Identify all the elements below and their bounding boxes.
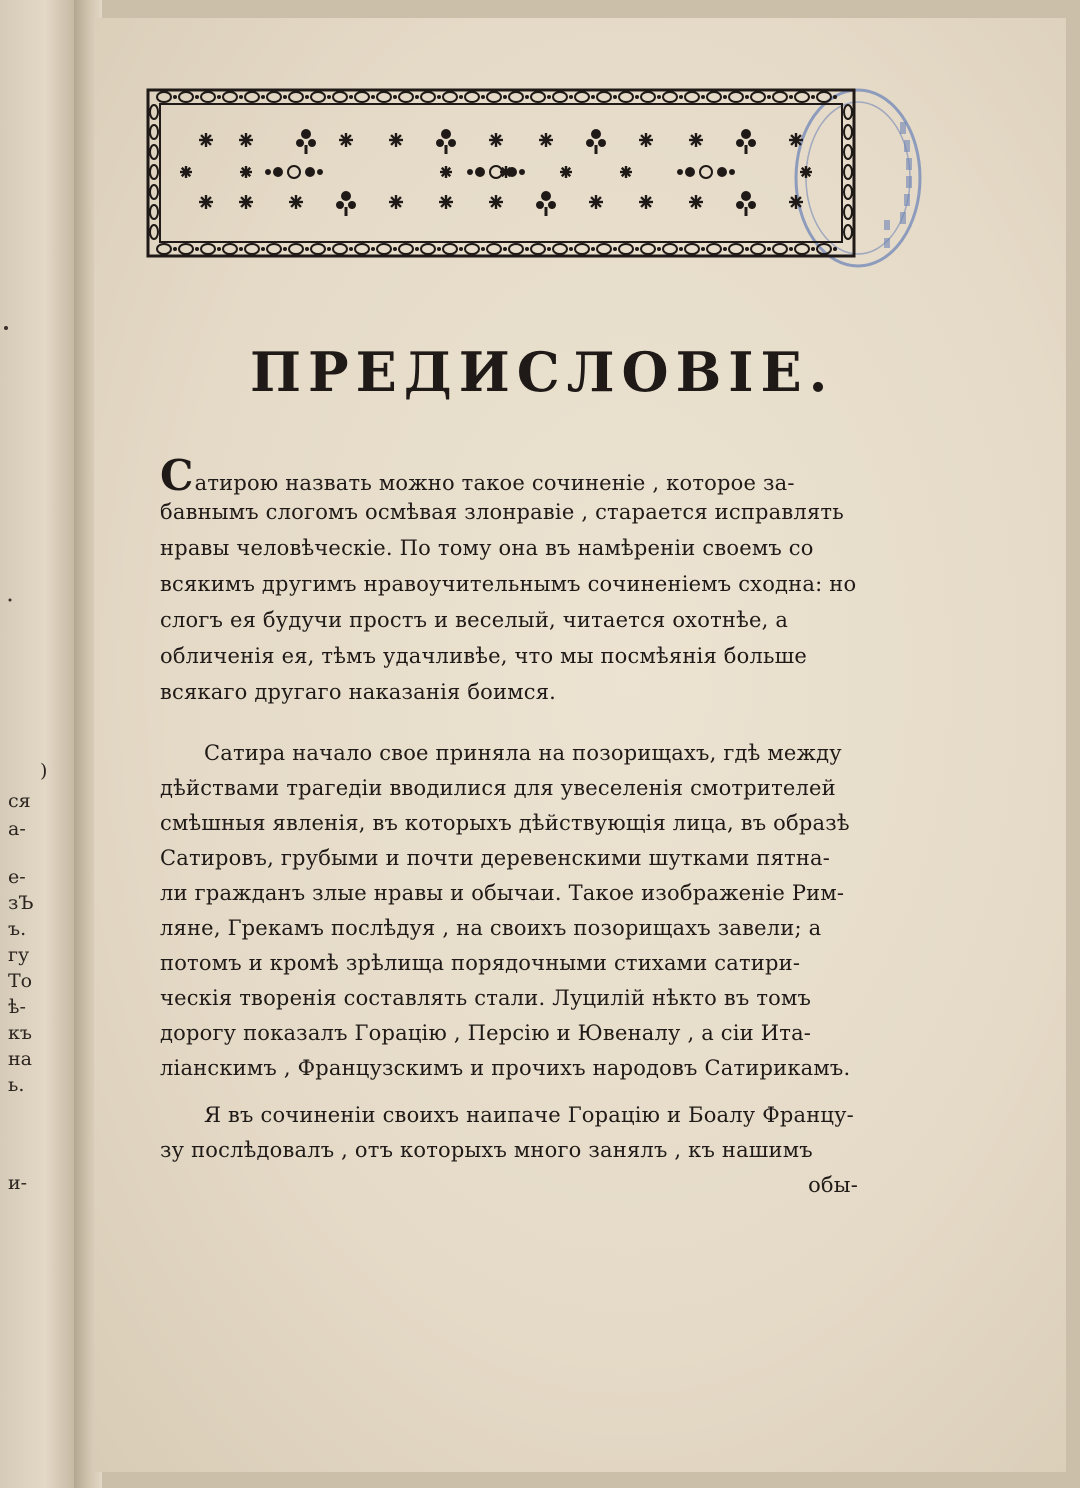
- ornament-scroll: [844, 225, 852, 239]
- ornament-scroll: [707, 92, 727, 102]
- ornament-fleuron: [296, 129, 316, 154]
- margin-fragment: ся: [8, 790, 31, 812]
- ornament-star: [489, 133, 503, 147]
- headpiece-ornament: [146, 88, 856, 258]
- ornament-scroll: [355, 244, 375, 254]
- ornament-star: [240, 166, 252, 178]
- ornament-scroll: [465, 92, 485, 102]
- ornament-scroll: [223, 92, 243, 102]
- ornament-scroll: [487, 244, 507, 254]
- ornament-star: [339, 133, 353, 147]
- margin-fragment: ъ.: [8, 918, 27, 940]
- ornament-scroll: [729, 92, 749, 102]
- ornament-rosette: [265, 166, 323, 178]
- ornament-scroll: [311, 244, 331, 254]
- ornament-scroll: [465, 244, 485, 254]
- text-line: [160, 451, 880, 500]
- paragraph-3: [160, 1098, 880, 1203]
- ornament-scroll: [289, 244, 309, 254]
- ornament-scroll: [245, 92, 265, 102]
- ornament-scroll: [333, 244, 353, 254]
- margin-fragment: е-: [8, 866, 26, 888]
- margin-fragment: и-: [8, 1172, 28, 1194]
- ornament-scroll: [729, 244, 749, 254]
- ornament-scroll: [707, 244, 727, 254]
- ornament-star: [789, 195, 803, 209]
- ornament-scroll: [245, 244, 265, 254]
- ornament-scroll: [844, 125, 852, 139]
- ornament-fleuron: [436, 129, 456, 154]
- ornament-scroll: [619, 244, 639, 254]
- ornament-star: [389, 195, 403, 209]
- ornament-scroll: [641, 92, 661, 102]
- ornament-star: [789, 133, 803, 147]
- ornament-fleuron: [336, 191, 356, 216]
- ornament-star: [689, 133, 703, 147]
- text-line: зу послѣдовалъ , отъ которыхъ много занялъ , къ нашимъ: [160, 1138, 813, 1162]
- ornament-star: [539, 133, 553, 147]
- ornament-star: [639, 195, 653, 209]
- text-line: смѣшныя явленія, въ которыхъ дѣйствующія лица, въ образѣ: [160, 811, 850, 835]
- ornament-star: [239, 195, 253, 209]
- text-line: дѣйствами трагедіи вводилися для увеселенія смотрителей: [160, 776, 836, 800]
- ornament-scroll: [509, 92, 529, 102]
- ornament-scroll: [685, 92, 705, 102]
- ornament-star: [639, 133, 653, 147]
- margin-fragment: къ: [8, 1022, 32, 1044]
- ornament-star: [589, 195, 603, 209]
- ornament-scroll: [531, 92, 551, 102]
- ornament-scroll: [223, 244, 243, 254]
- ornament-fleuron: [586, 129, 606, 154]
- ornament-star: [389, 133, 403, 147]
- ornament-scroll: [267, 92, 287, 102]
- ornament-star: [440, 166, 452, 178]
- ornament-scroll: [179, 244, 199, 254]
- text-line: слогъ ея будучи простъ и веселый, читается охотнѣе, а: [160, 608, 789, 632]
- ornament-scroll: [597, 244, 617, 254]
- facing-page-text: [0, 0, 82, 1488]
- ornament-star: [180, 166, 192, 178]
- ornament-rosette: [677, 166, 735, 178]
- margin-fragment: ): [40, 760, 48, 782]
- text-line: всякимъ другимъ нравоучительнымъ сочиненіемъ сходна: но: [160, 572, 857, 596]
- ornament-star: [689, 195, 703, 209]
- ornament-star: [800, 166, 812, 178]
- ornament-scroll: [509, 244, 529, 254]
- ornament-scroll: [150, 185, 158, 199]
- ornament-scroll: [377, 244, 397, 254]
- ornament-scroll: [311, 92, 331, 102]
- ornament-scroll: [201, 244, 221, 254]
- paragraph-1: [160, 451, 880, 710]
- ornament-scroll: [575, 244, 595, 254]
- ornament-scroll: [751, 244, 771, 254]
- ornament-scroll: [685, 244, 705, 254]
- ornament-scroll: [531, 244, 551, 254]
- text-line: дорогу показалъ Горацію , Персію и Ювеналу , а сіи Ита-: [160, 1021, 812, 1045]
- ornament-scroll: [150, 105, 158, 119]
- text-line: потомъ и кромѣ зрѣлища порядочными стихами сатири-: [160, 951, 801, 975]
- margin-fragment: гу: [8, 944, 30, 966]
- text-line: нравы человѣческіе. По тому она въ намѣреніи своемъ со: [160, 536, 814, 560]
- ornament-rosette: [467, 166, 525, 178]
- ornament-scroll: [355, 92, 375, 102]
- text-line: Сатира начало свое приняла на позорищахъ, гдѣ между: [204, 741, 842, 765]
- ornament-star: [439, 195, 453, 209]
- margin-fragment: ь.: [8, 1074, 25, 1096]
- page-title: ПРЕДИСЛОВІЕ.: [250, 340, 835, 404]
- ornament-scroll: [795, 244, 815, 254]
- ornament-fleuron: [736, 129, 756, 154]
- ornament-scroll: [795, 92, 815, 102]
- text-line: ліанскимъ , Французскимъ и прочихъ народовъ Сатирикамъ.: [160, 1056, 851, 1080]
- paragraph-2: [160, 736, 880, 1086]
- ornament-scroll: [201, 92, 221, 102]
- ornament-scroll: [150, 145, 158, 159]
- ornament-scroll: [399, 244, 419, 254]
- ornament-scroll: [150, 165, 158, 179]
- text-line: бавнымъ слогомъ осмѣвая злонравіе , старается исправлять: [160, 500, 844, 524]
- ornament-scroll: [377, 92, 397, 102]
- ornament-scroll: [157, 92, 177, 102]
- ornament-scroll: [641, 244, 661, 254]
- ornament-scroll: [443, 244, 463, 254]
- ornament-scroll: [553, 244, 573, 254]
- ornament-scroll: [663, 92, 683, 102]
- ornament-scroll: [333, 92, 353, 102]
- text-line: обличенія ея, тѣмъ удачливѣе, что мы посмѣянія больше: [160, 644, 807, 668]
- ornament-scroll: [844, 165, 852, 179]
- ornament-scroll: [399, 92, 419, 102]
- ornament-star: [239, 133, 253, 147]
- text-line: всякаго другаго наказанія боимся.: [160, 680, 557, 704]
- ornament-star: [620, 166, 632, 178]
- ornament-scroll: [773, 92, 793, 102]
- ornament-star: [289, 195, 303, 209]
- margin-fragment: зЪ: [8, 892, 34, 914]
- text-line: Я въ сочиненіи своихъ наипаче Горацію и Боалу Францу-: [204, 1103, 854, 1127]
- ornament-scroll: [844, 185, 852, 199]
- text-line: Сатировъ, грубыми и почти деревенскими шутками пятна-: [160, 846, 831, 870]
- ornament-scroll: [421, 244, 441, 254]
- margin-fragment: ѣ-: [8, 996, 26, 1018]
- ornament-scroll: [443, 92, 463, 102]
- ornament-scroll: [751, 92, 771, 102]
- ornament-star: [199, 133, 213, 147]
- ornament-scroll: [817, 92, 837, 102]
- ornament-scroll: [844, 105, 852, 119]
- text-line-content: атирою назвать можно такое сочиненіе , которое за-: [194, 471, 795, 495]
- ornament-scroll: [150, 205, 158, 219]
- ornament-scroll: [157, 244, 177, 254]
- ornament-star: [560, 166, 572, 178]
- margin-fragment: на: [8, 1048, 32, 1070]
- text-line: ляне, Грекамъ послѣдуя , на своихъ позорищахъ завели; а: [160, 916, 822, 940]
- ornament-scroll: [553, 92, 573, 102]
- ornament-scroll: [289, 92, 309, 102]
- ornament-scroll: [844, 145, 852, 159]
- text-line: ли гражданъ злые нравы и обычаи. Такое изображеніе Рим-: [160, 881, 845, 905]
- ornament-star: [489, 195, 503, 209]
- ornament-scroll: [179, 92, 199, 102]
- text-line: ческія творенія составлять стали. Луцилій нѣкто въ томъ: [160, 986, 812, 1010]
- ornament-scroll: [844, 205, 852, 219]
- ornament-scroll: [575, 92, 595, 102]
- ornament-scroll: [817, 244, 837, 254]
- margin-fragment: То: [8, 970, 33, 992]
- catchword: обы-: [808, 1173, 858, 1197]
- ornament-scroll: [663, 244, 683, 254]
- ornament-scroll: [150, 125, 158, 139]
- ornament-scroll: [597, 92, 617, 102]
- ornament-scroll: [267, 244, 287, 254]
- margin-fragment: а-: [8, 818, 26, 840]
- ornament-scroll: [773, 244, 793, 254]
- ornament-scroll: [421, 92, 441, 102]
- drop-cap: С: [160, 451, 194, 500]
- ornament-fleuron: [736, 191, 756, 216]
- ornament-star: [199, 195, 213, 209]
- ornament-scroll: [619, 92, 639, 102]
- ornament-scroll: [487, 92, 507, 102]
- ornament-fleuron: [536, 191, 556, 216]
- ornament-scroll: [150, 225, 158, 239]
